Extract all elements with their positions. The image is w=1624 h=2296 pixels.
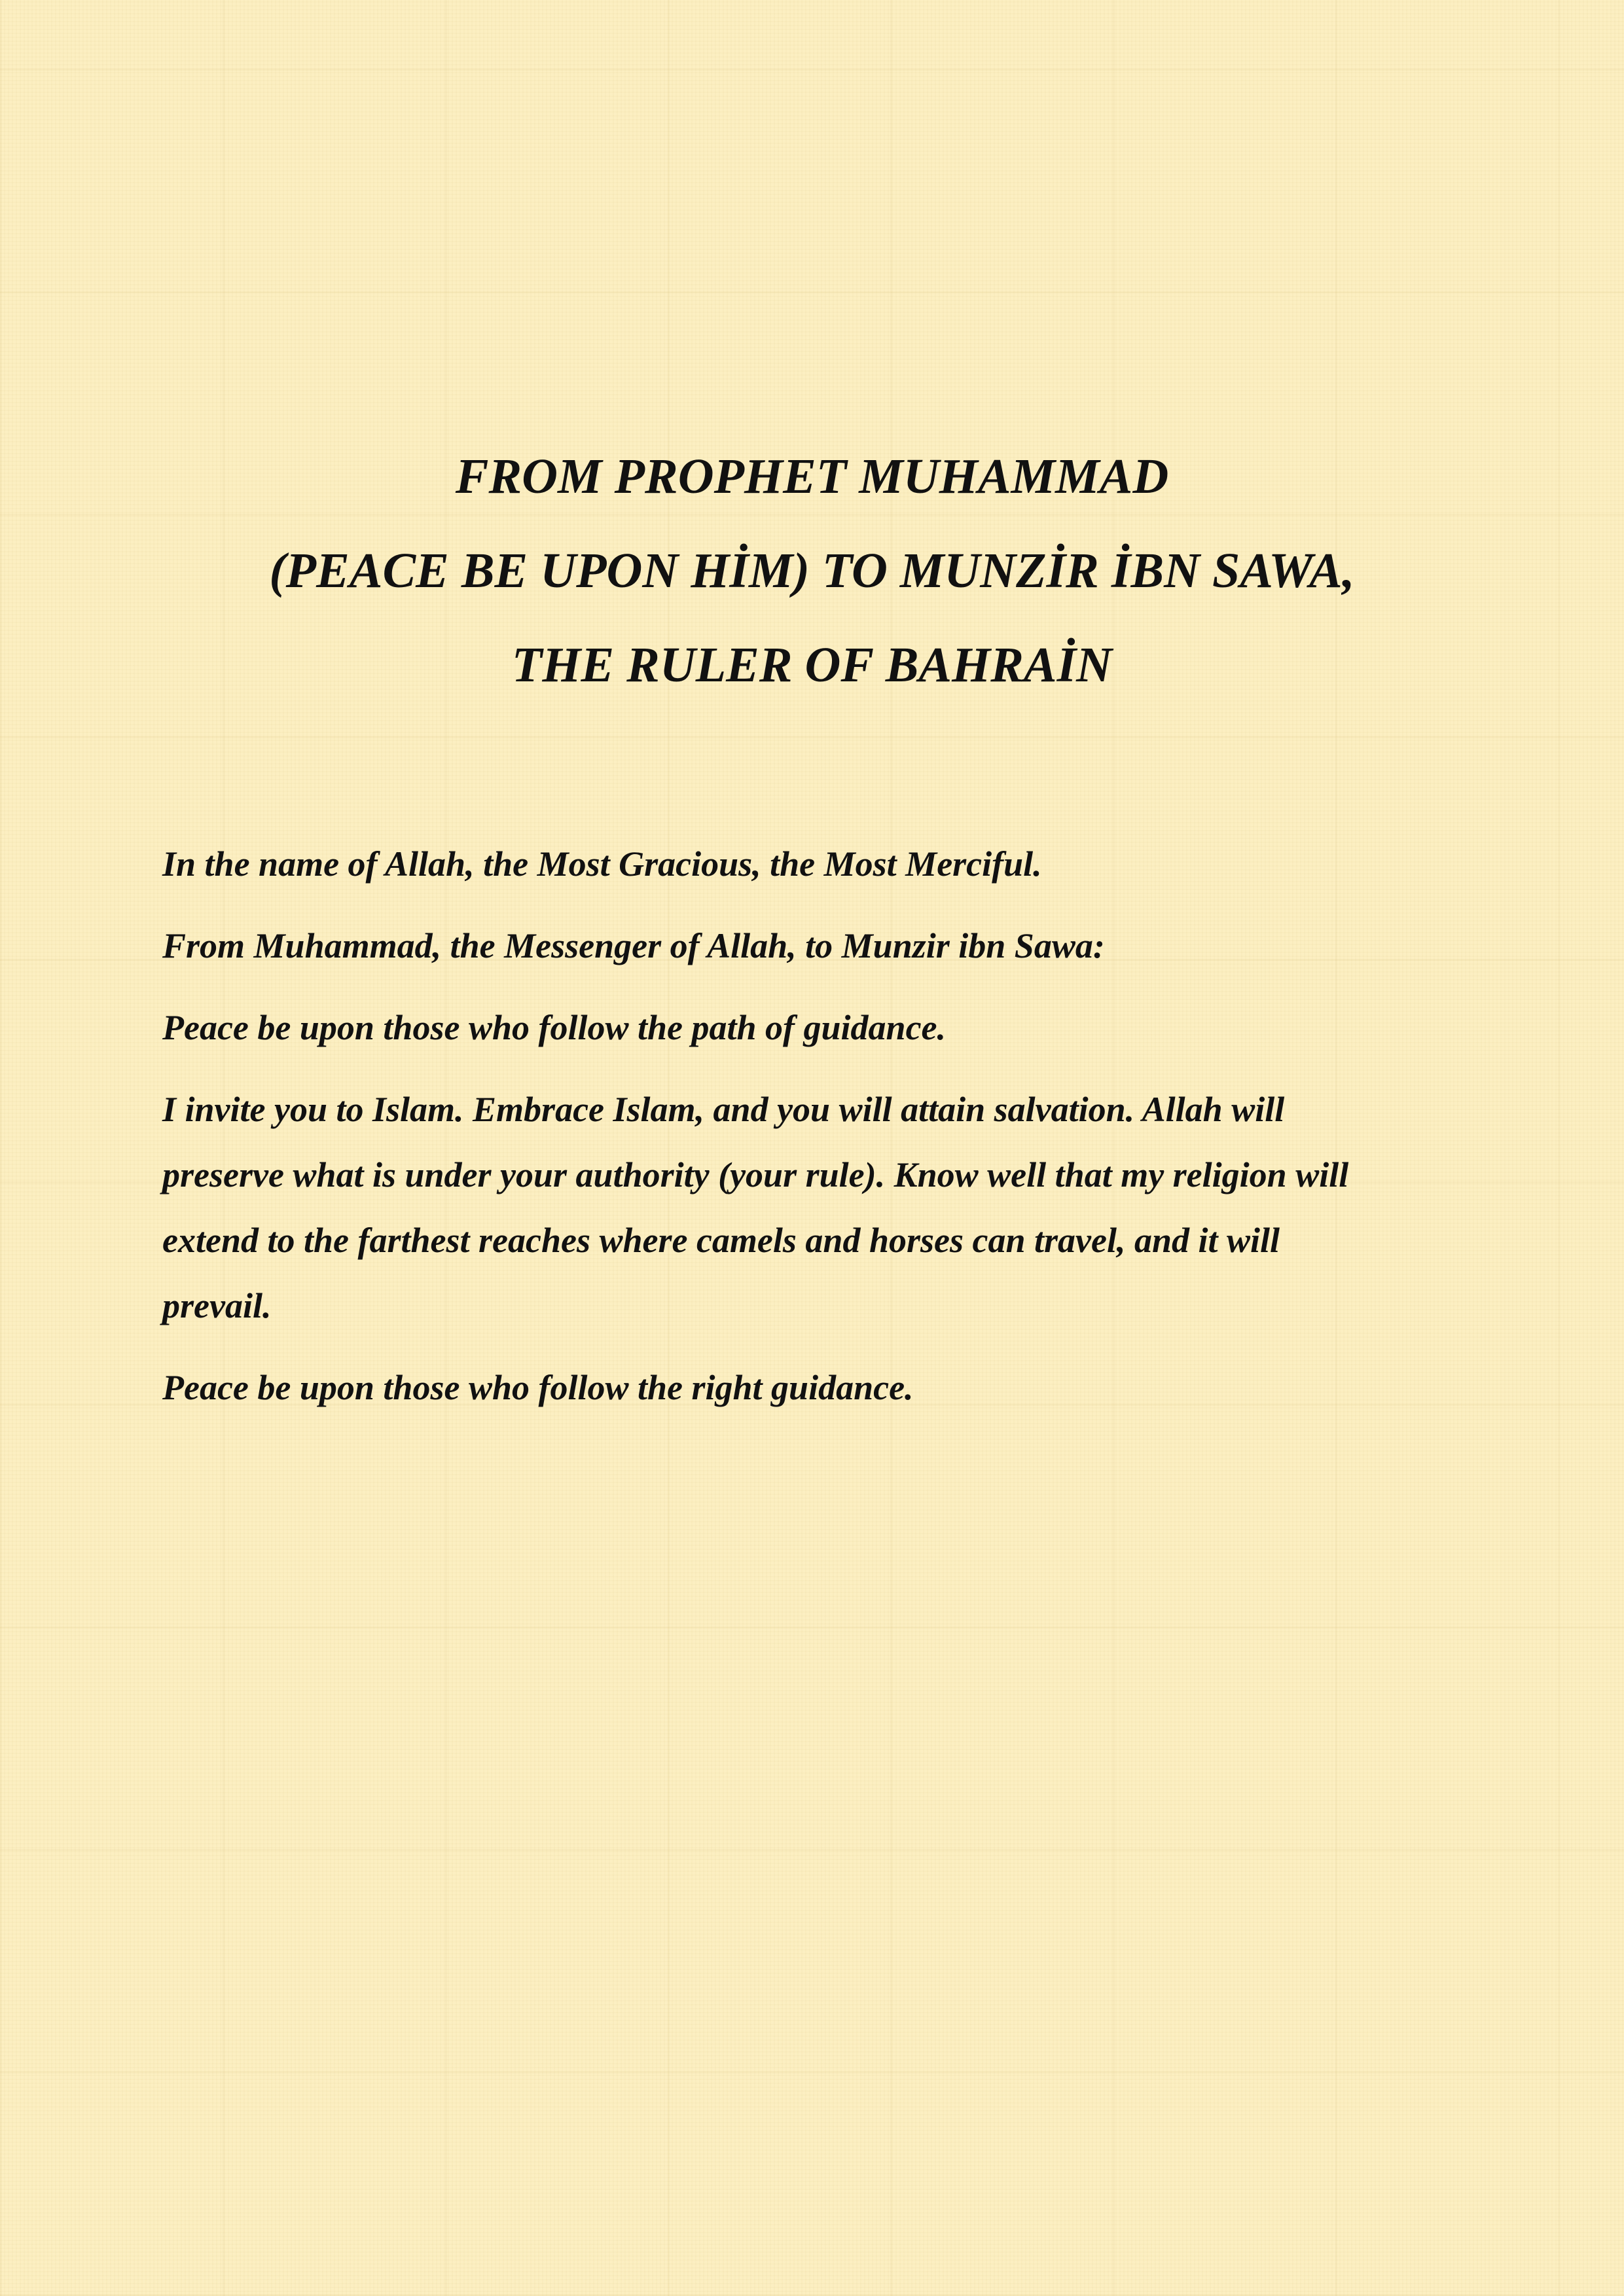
invitation-line-4: prevail. — [162, 1286, 272, 1325]
greeting-paragraph: Peace be upon those who follow the path of guidance. — [162, 1008, 947, 1047]
closing-paragraph: Peace be upon those who follow the right guidance. — [162, 1368, 914, 1407]
title-line-3: THE RULER OF BAHRAİN — [511, 637, 1113, 692]
invitation-line-2: preserve what is under your authority (your rule). Know well that my religion will — [162, 1155, 1349, 1194]
basmala-paragraph: In the name of Allah, the Most Gracious, the Most Merciful. — [162, 844, 1042, 884]
invitation-line-1: I invite you to Islam. Embrace Islam, and you will attain salvation. Allah will — [162, 1090, 1285, 1129]
invitation-paragraph — [162, 1077, 1471, 1338]
title-line-2: (PEACE BE UPON HİM) TO MUNZİR İBN SAWA, — [269, 543, 1355, 598]
letter-body — [162, 831, 1471, 1437]
letter-title — [98, 449, 1526, 692]
invitation-line-3: extend to the farthest reaches where camels and horses can travel, and it will — [162, 1221, 1280, 1260]
title-line-1: FROM PROPHET MUHAMMAD — [455, 449, 1169, 504]
sender-paragraph: From Muhammad, the Messenger of Allah, to Munzir ibn Sawa: — [162, 926, 1105, 965]
